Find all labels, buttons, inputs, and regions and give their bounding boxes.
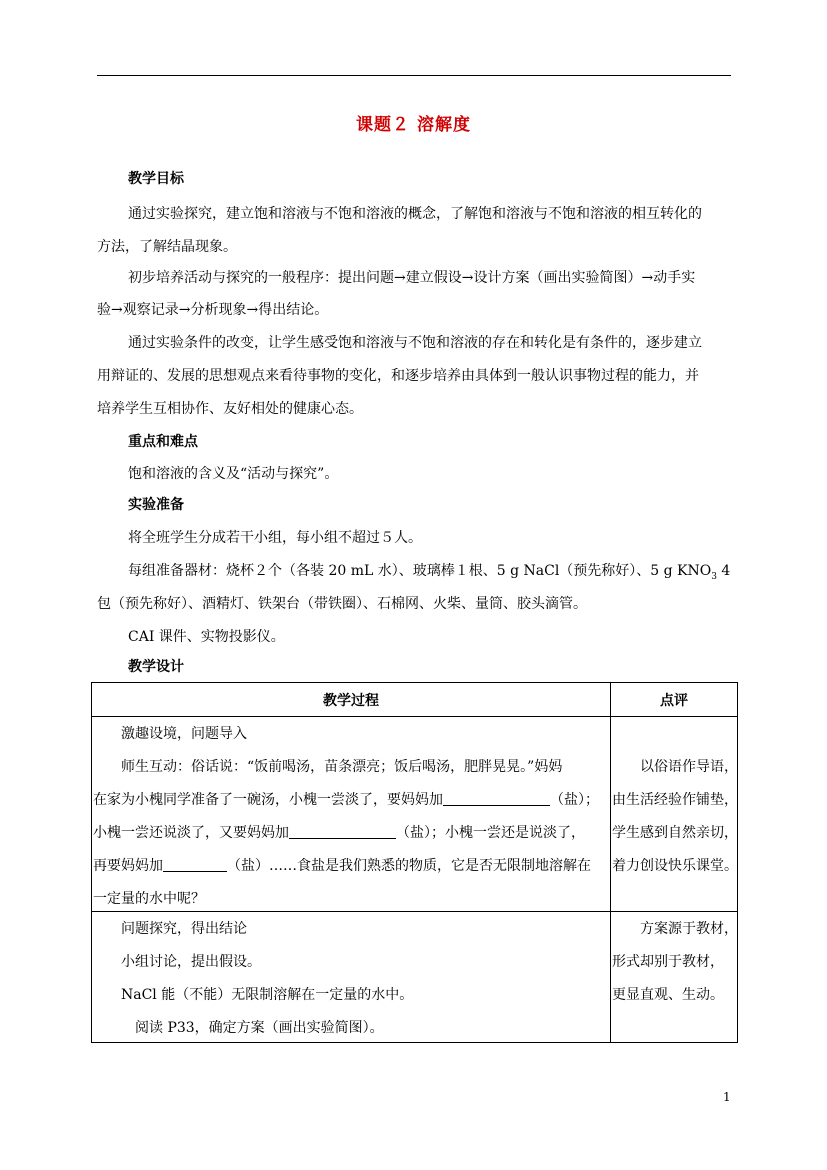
row2-comment-cell <box>611 912 738 1043</box>
row1-process-line6: 一定量的水中呢？ <box>93 891 205 907</box>
fill-blank-3 <box>163 857 227 872</box>
preparation-p2-line1 <box>128 560 730 582</box>
goals-p2-line2: 验→观察记录→分析现象→得出结论。 <box>97 302 329 318</box>
fill-blank-2 <box>289 824 396 839</box>
row1-comment-cell <box>611 717 738 912</box>
row1-process-cell <box>92 717 611 912</box>
page-number: 1 <box>723 1090 731 1104</box>
goals-p3-line3: 培养学生互相协作、友好相处的健康心态。 <box>97 401 363 417</box>
teaching-design-table <box>91 682 738 1043</box>
row2-process-line4: 阅读 P33，确定方案（画出实验简图）。 <box>135 1020 384 1036</box>
preparation-p2-line1-text: 每组准备器材：烧杯２个（各装 20 mL 水）、玻璃棒１根、5 g NaCl（预先称好）、5 g KNO <box>128 563 712 579</box>
row1-process-line1: 激趣设境，问题导入 <box>121 726 247 742</box>
row2-comment-line3: 更显直观、生动。 <box>612 987 724 1003</box>
table-header-row <box>92 683 738 717</box>
row2-process-line3: NaCl 能（不能）无限制溶解在一定量的水中。 <box>121 987 414 1003</box>
row2-process-line2: 小组讨论，提出假设。 <box>121 954 261 970</box>
header-process: 教学过程 <box>92 683 611 717</box>
row1-process-line5-tail: （盐）……食盐是我们熟悉的物质，它是否无限制地溶解在 <box>227 858 591 874</box>
row2-process-line1: 问题探究，得出结论 <box>121 921 247 937</box>
goals-p3-line2: 用辩证的、发展的思想观点来看待事物的变化，和逐步培养由具体到一般认识事物过程的能力，并 <box>97 368 699 384</box>
table-row <box>92 717 738 912</box>
design-heading: 教学设计 <box>128 659 184 675</box>
row1-comment-line4: 着力创设快乐课堂。 <box>612 858 738 874</box>
goals-p1-line2: 方法，了解结晶现象。 <box>97 239 237 255</box>
preparation-p2-line1-tail: 4 <box>716 563 731 579</box>
row1-comment-line3: 学生感到自然亲切， <box>612 825 738 841</box>
row1-comment-line1: 以俗语作导语， <box>640 759 738 775</box>
row1-process-line5 <box>93 855 591 875</box>
row2-comment-line1: 方案源于教材， <box>640 921 738 937</box>
row1-process-line4-tail: （盐）；小槐一尝还是说淡了， <box>396 825 585 841</box>
row1-comment-line2: 由生活经验作铺垫， <box>612 792 738 808</box>
header-comment: 点评 <box>611 683 738 717</box>
page-title: 课题２ 溶解度 <box>356 115 471 135</box>
goals-p3-line1: 通过实验条件的改变，让学生感受饱和溶液与不饱和溶液的存在和转化是有条件的，逐步建立 <box>128 335 702 351</box>
fill-blank-1 <box>443 791 550 806</box>
row1-process-line3-tail: （盐）； <box>550 792 599 808</box>
row2-process-cell <box>92 912 611 1043</box>
row1-process-line3 <box>93 789 599 809</box>
row1-process-line4-text: 小槐一尝还说淡了，又要妈妈加 <box>93 825 289 841</box>
preparation-p1: 将全班学生分成若干小组，每小组不超过５人。 <box>128 530 422 546</box>
preparation-p3: CAI 课件、实物投影仪。 <box>128 629 285 645</box>
goals-p1-line1: 通过实验探究，建立饱和溶液与不饱和溶液的概念，了解饱和溶液与不饱和溶液的相互转化的 <box>128 206 702 222</box>
goals-p2-line1: 初步培养活动与探究的一般程序：提出问题→建立假设→设计方案（画出实验简图）→动手实 <box>128 270 696 286</box>
preparation-p2-line2: 包（预先称好）、酒精灯、铁架台（带铁圈）、石棉网、火柴、量筒、胶头滴管。 <box>97 596 587 612</box>
row2-comment-line2: 形式却别于教材， <box>612 954 724 970</box>
row1-process-line5-text: 再要妈妈加 <box>93 858 163 874</box>
table-row <box>92 912 738 1043</box>
header-rule <box>97 75 731 76</box>
keypoints-text: 饱和溶液的含义及“活动与探究”。 <box>128 466 339 482</box>
row1-process-line4 <box>93 822 585 842</box>
row1-process-line2: 师生互动：俗话说：“饭前喝汤，苗条漂亮；饭后喝汤，肥胖晃晃。”妈妈 <box>121 759 563 775</box>
preparation-heading: 实验准备 <box>128 497 184 513</box>
kno3-subscript: 3 <box>711 571 717 582</box>
keypoints-heading: 重点和难点 <box>128 434 198 450</box>
goals-heading: 教学目标 <box>128 171 184 187</box>
row1-process-line3-text: 在家为小槐同学准备了一碗汤，小槐一尝淡了，要妈妈加 <box>93 792 443 808</box>
